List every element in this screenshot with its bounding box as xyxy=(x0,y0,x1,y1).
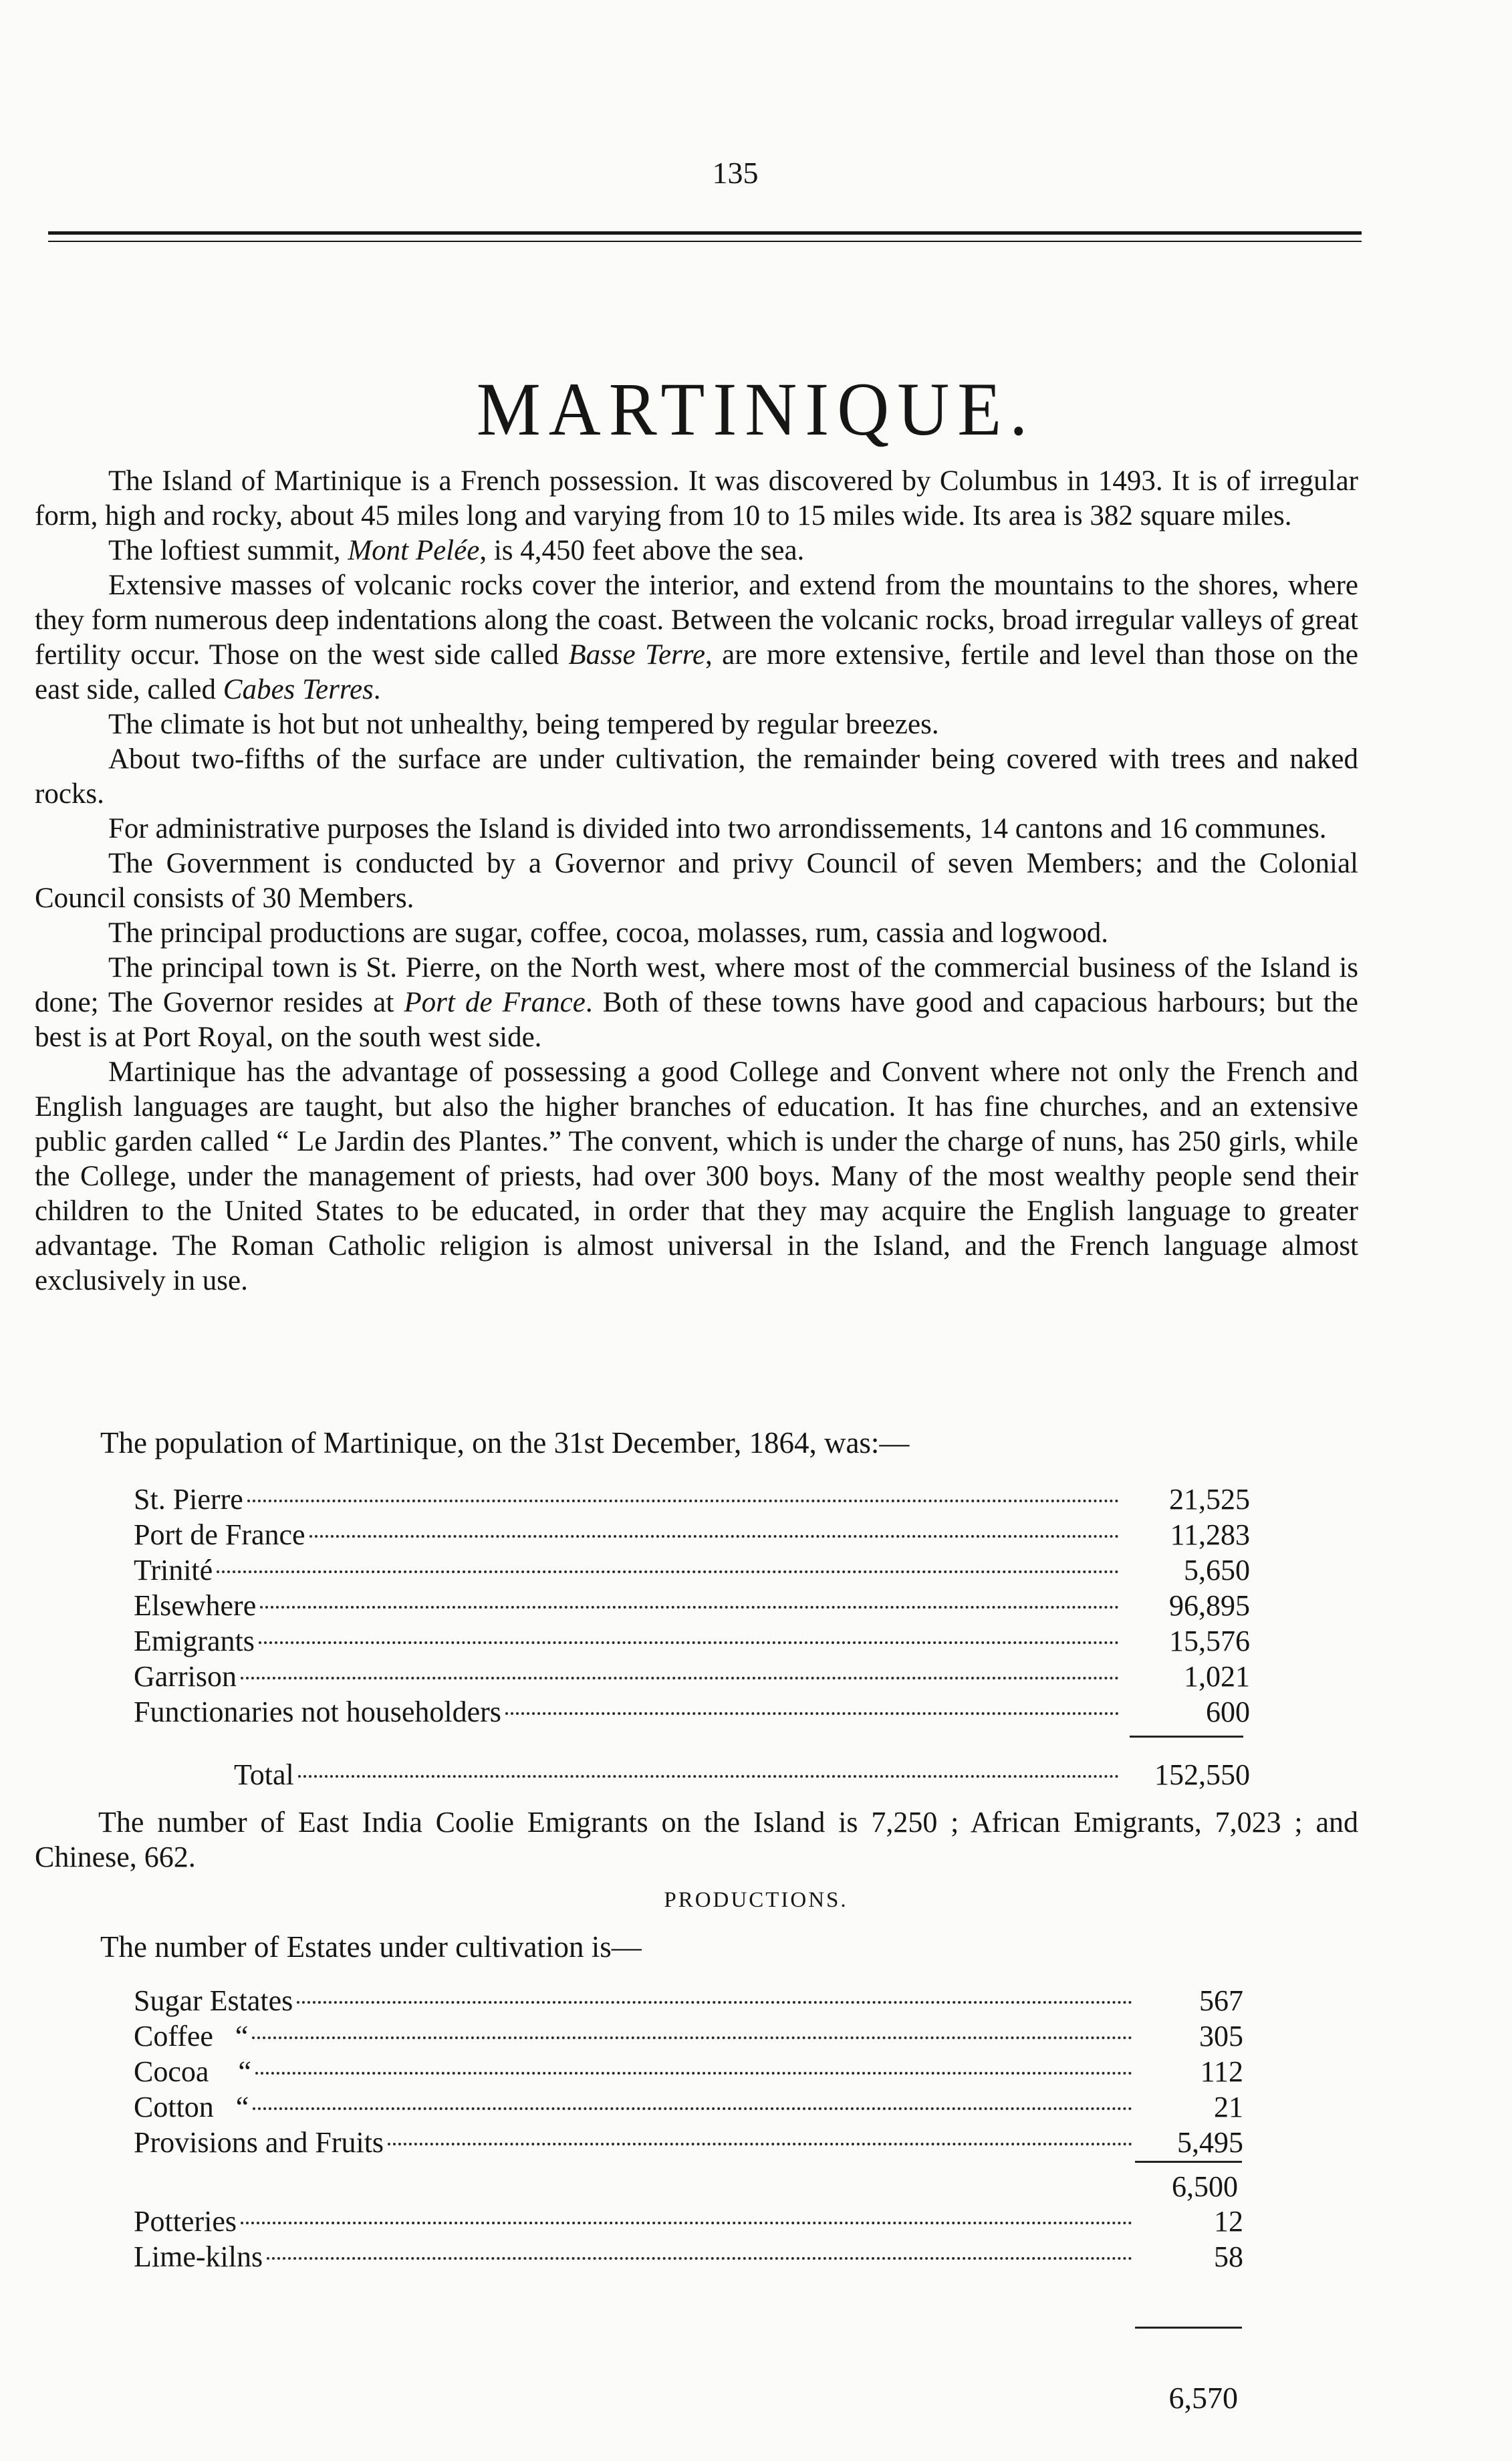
paragraph-towns: The principal town is St. Pierre, on the North west, where most of the commercial business of the Island is done; The Governor resides at Port de France. Both of these towns have good and capacious harbours; but the best is at Port Royal, on the south west side. xyxy=(35,952,1359,1053)
paragraph-education: Martinique has the advantage of possessing a good College and Convent where not only the French and English languages are taught, but also the higher branches of education. It has fine churches, and an extensive public garden called “ Le Jardin des Plantes.” The convent, which is under the charge of nuns, has 250 girls, while the College, under the management of priests, had over 300 boys. Many of the most wealthy people send their children to the United States to be educated, in order that they may acquire the English language to greater advantage. The Roman Catholic religion is almost universal in the Island, and the French language almost exclusively in use. xyxy=(35,1056,1358,1296)
paragraph-climate: The climate is hot but not unhealthy, being tempered by regular breezes. xyxy=(108,709,939,740)
page-number: 135 xyxy=(712,156,759,190)
total-value: 152,550 xyxy=(1154,1758,1250,1791)
page-title: MARTINIQUE. xyxy=(476,368,1036,452)
table-row: Port de France 11,283 xyxy=(134,1518,1250,1551)
body-text xyxy=(35,464,1358,1298)
table-row: Elsewhere 96,895 xyxy=(134,1589,1250,1622)
table-row: Trinité 5,650 xyxy=(134,1554,1250,1587)
paragraph-summit: The loftiest summit, Mont Pelée, is 4,450 feet above the sea. xyxy=(108,535,805,566)
population-total xyxy=(234,1757,1250,1792)
estates-subtotal: 6,500 xyxy=(1172,2170,1238,2203)
total-rule xyxy=(1130,1736,1243,1738)
paragraph-administration: For administrative purposes the Island is divided into two arrondissements, 14 cantons and 16 communes. xyxy=(108,813,1327,844)
table-row: Garrison 1,021 xyxy=(134,1660,1250,1693)
table-row: Functionaries not householders 600 xyxy=(134,1695,1250,1728)
estates-table xyxy=(134,1983,1243,2160)
cabes-terres: Cabes Terres xyxy=(223,674,374,705)
table-row: Emigrants 15,576 xyxy=(134,1625,1250,1657)
productions-heading: PRODUCTIONS. xyxy=(664,1888,848,1912)
header-rule-thick xyxy=(48,231,1362,235)
estates-intro: The number of Estates under cultivation is— xyxy=(100,1930,642,1964)
table-row: Sugar Estates 567 xyxy=(134,1984,1243,2017)
table-row: Cocoa “ 112 xyxy=(134,2055,1243,2088)
table-row: Cotton “ 21 xyxy=(134,2091,1243,2123)
population-table xyxy=(134,1482,1250,1730)
paragraph-volcanic: Extensive masses of volcanic rocks cover the interior, and extend from the mountains to the shores, where they form numerous deep indentations along the coast. Between the volcanic rocks, broad irregular valleys of great fertility occur. Those on the west side called Basse Terre, are more extensive, fertile and level than those on the east side, called Cabes Terres. xyxy=(35,570,1358,705)
grand-total-rule xyxy=(1135,2327,1242,2329)
port-de-france: Port de France xyxy=(404,987,586,1018)
table-row: Coffee “ 305 xyxy=(134,2020,1243,2053)
mont-pelee: Mont Pelée xyxy=(348,535,480,566)
total-label: Total xyxy=(234,1758,294,1791)
table-row: Provisions and Fruits 5,495 xyxy=(134,2126,1243,2159)
table-row: Potteries 12 xyxy=(134,2205,1243,2238)
paragraph-government: The Government is conducted by a Governor and privy Council of seven Members; and the Colonial Council consists of 30 Members. xyxy=(35,848,1358,914)
paragraph-discovery: The Island of Martinique is a French possession. It was discovered by Columbus in 1493. It is of irregular form, high and rocky, about 45 miles long and varying from 10 to 15 miles wide. Its area is 382 square miles. xyxy=(35,465,1358,532)
header-rule-thin xyxy=(48,241,1362,242)
population-intro: The population of Martinique, on the 31st December, 1864, was:— xyxy=(100,1426,910,1459)
emigrants-note: The number of East India Coolie Emigrants on the Island is 7,250 ; African Emigrants, 7,023 ; and Chinese, 662. xyxy=(35,1806,1358,1873)
basse-terre: Basse Terre xyxy=(568,639,706,671)
table-row: Lime-kilns 58 xyxy=(134,2240,1243,2273)
grand-total: 6,570 xyxy=(1168,2381,1238,2415)
paragraph-productions: The principal productions are sugar, coffee, cocoa, molasses, rum, cassia and logwood. xyxy=(108,917,1109,949)
paragraph-cultivation: About two-fifths of the surface are under cultivation, the remainder being covered with trees and naked rocks. xyxy=(35,743,1358,810)
table-row: St. Pierre 21,525 xyxy=(134,1483,1250,1516)
misc-table xyxy=(134,2204,1243,2274)
subtotal-rule xyxy=(1135,2161,1242,2163)
